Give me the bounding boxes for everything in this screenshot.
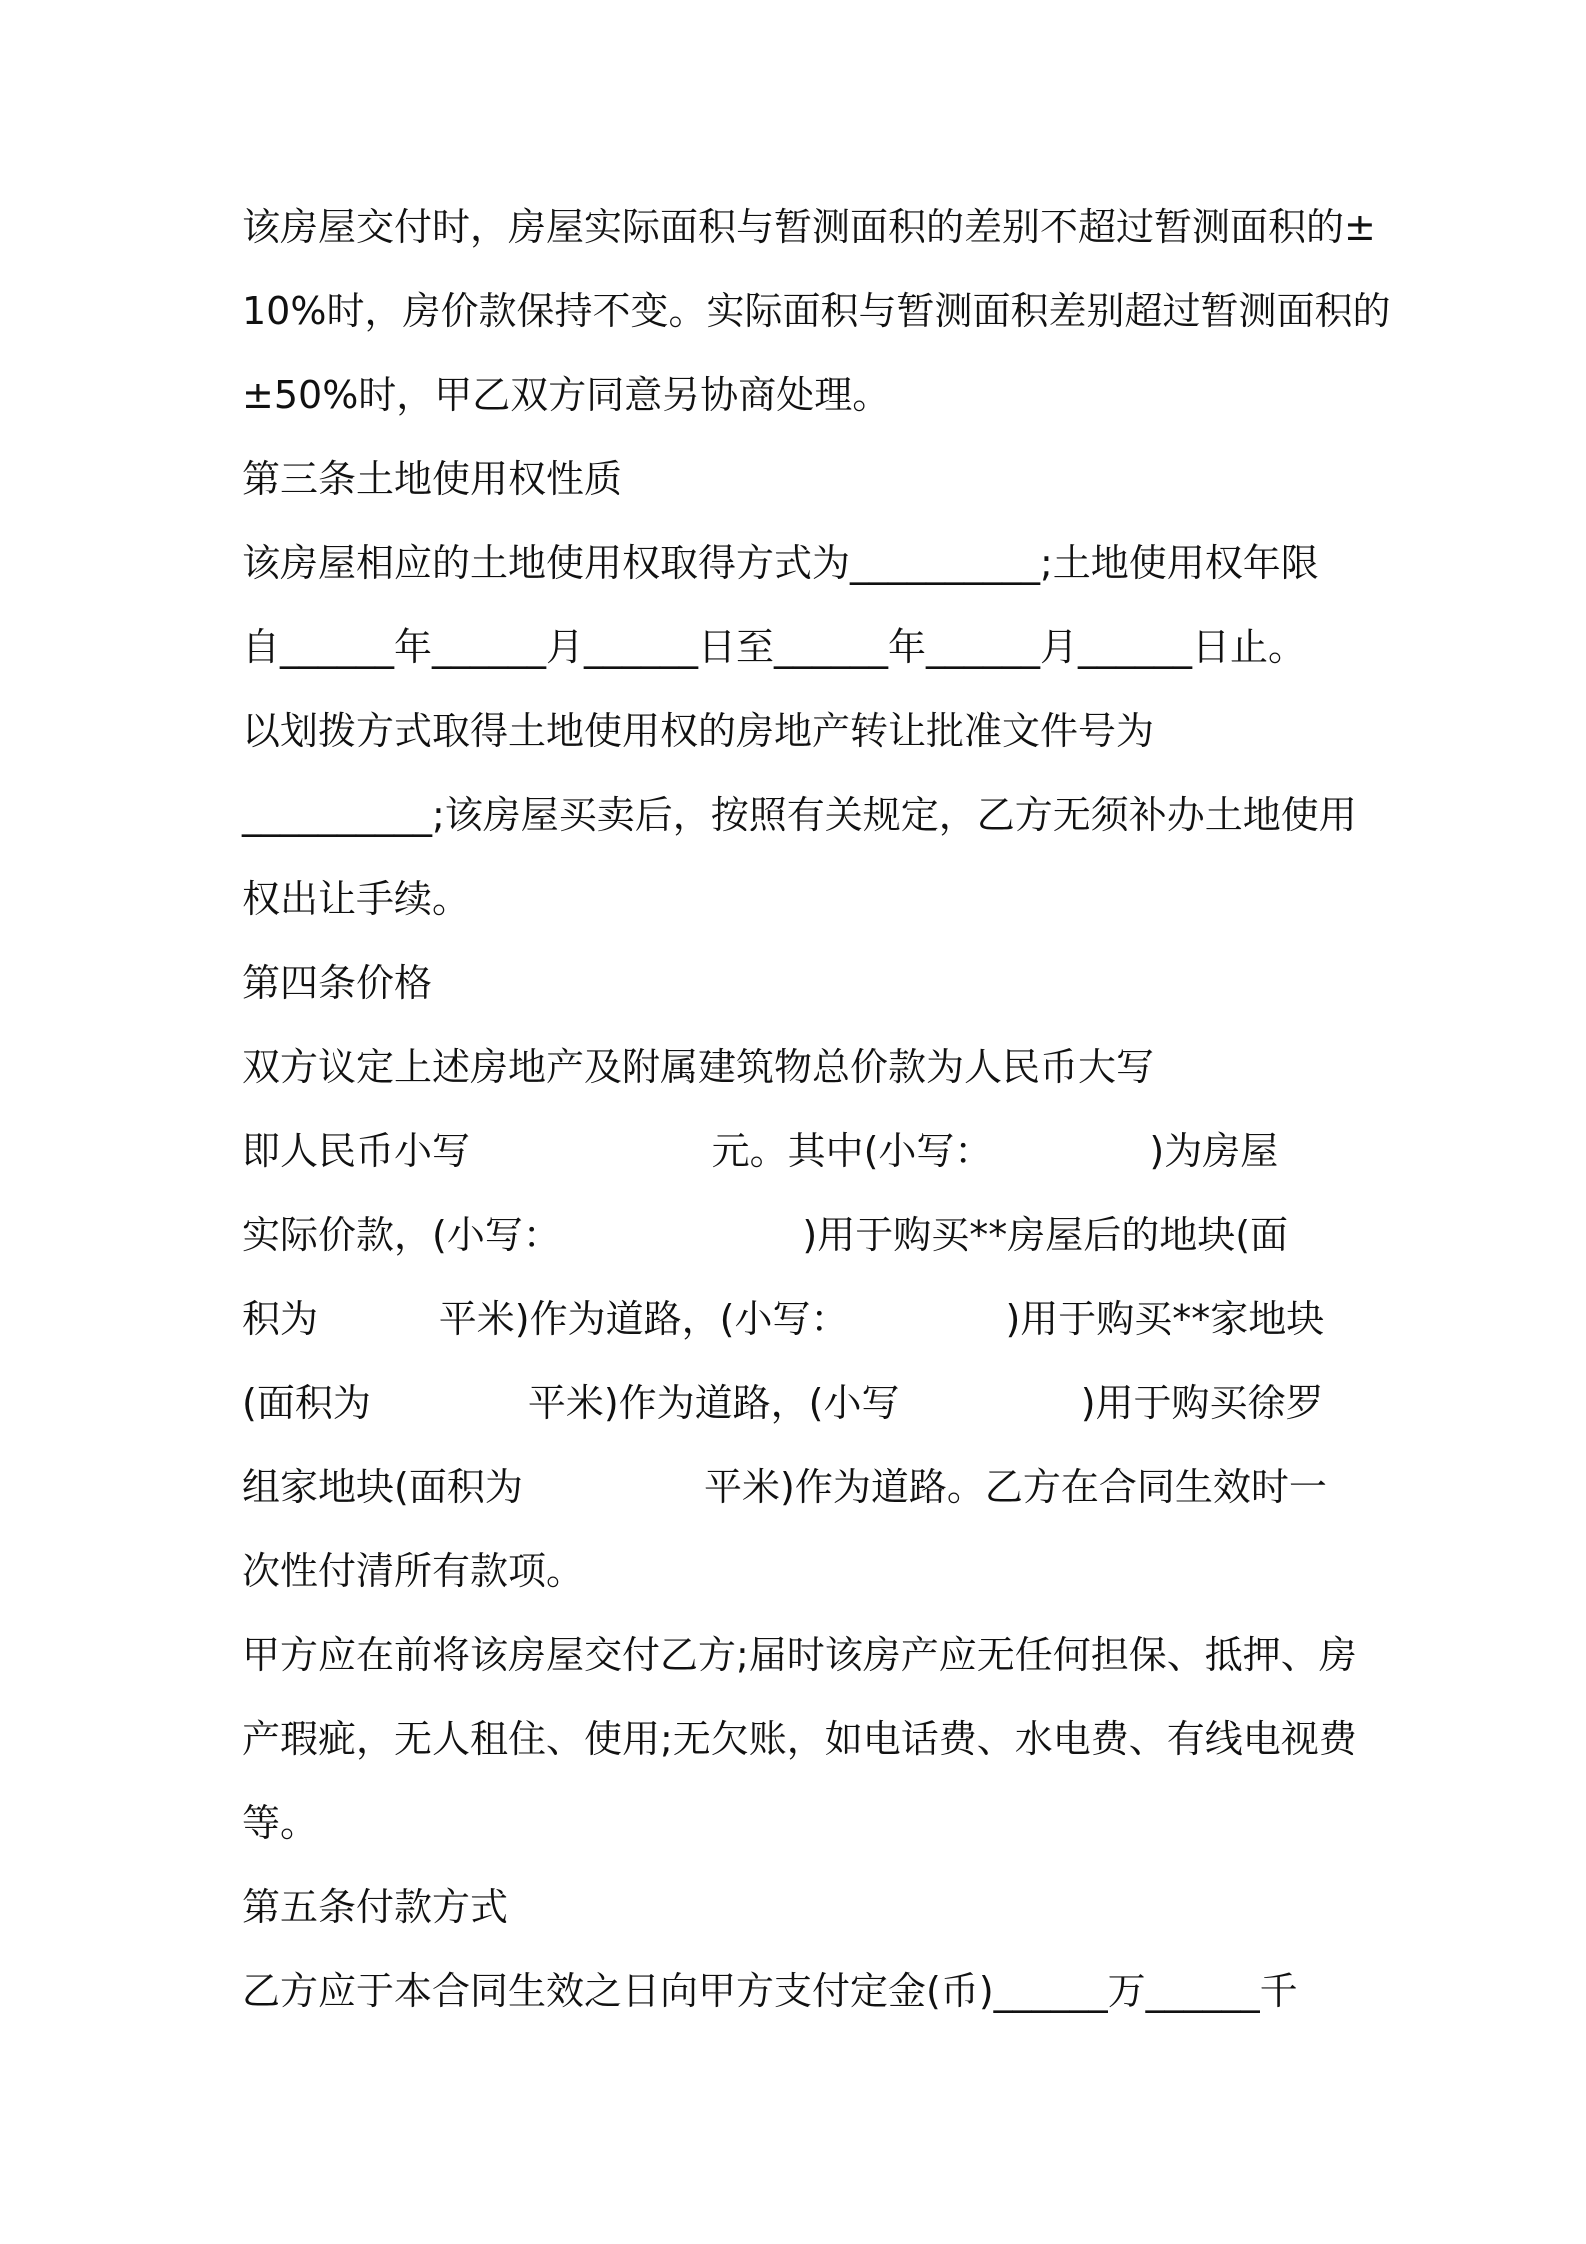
text-line-15: (面积为 平米)作为道路，(小写 )用于购买徐罗 [242, 1381, 1324, 1425]
text-line-1: 该房屋交付时，房屋实际面积与暂测面积的差别不超过暂测面积的± [242, 205, 1376, 249]
text-line-7: 以划拨方式取得土地使用权的房地产转让批准文件号为 [242, 709, 1155, 753]
section-heading-4: 第四条价格 [242, 961, 433, 1005]
text-line-14: 积为 平米)作为道路，(小写： )用于购买**家地块 [242, 1297, 1325, 1341]
text-line-6: 自______年______月______日至______年______月______日止。 [242, 625, 1307, 669]
text-line-11: 双方议定上述房地产及附属建筑物总价款为人民币大写 [242, 1045, 1155, 1089]
text-line-19: 产瑕疵，无人租住、使用;无欠账，如电话费、水电费、有线电视费 [242, 1717, 1357, 1761]
section-heading-3: 第三条土地使用权性质 [242, 457, 623, 501]
text-line-22: 乙方应于本合同生效之日向甲方支付定金(币)______万______千 [242, 1969, 1298, 2013]
text-line-3: ±50%时，甲乙双方同意另协商处理。 [242, 373, 891, 417]
text-line-2: 10%时，房价款保持不变。实际面积与暂测面积差别超过暂测面积的 [242, 289, 1391, 333]
text-line-18: 甲方应在前将该房屋交付乙方;届时该房产应无任何担保、抵押、房 [242, 1633, 1357, 1677]
text-line-20: 等。 [242, 1801, 319, 1845]
text-line-9: 权出让手续。 [242, 877, 471, 921]
text-line-12: 即人民币小写 元。其中(小写： )为房屋 [242, 1129, 1279, 1173]
text-line-5: 该房屋相应的土地使用权取得方式为__________;土地使用权年限 [242, 541, 1319, 585]
section-heading-5: 第五条付款方式 [242, 1885, 509, 1929]
text-line-13: 实际价款，(小写： )用于购买**房屋后的地块(面 [242, 1213, 1289, 1257]
text-line-17: 次性付清所有款项。 [242, 1549, 585, 1593]
text-line-16: 组家地块(面积为 平米)作为道路。乙方在合同生效时一 [242, 1465, 1327, 1509]
text-line-8: __________;该房屋买卖后，按照有关规定，乙方无须补办土地使用 [242, 793, 1357, 837]
